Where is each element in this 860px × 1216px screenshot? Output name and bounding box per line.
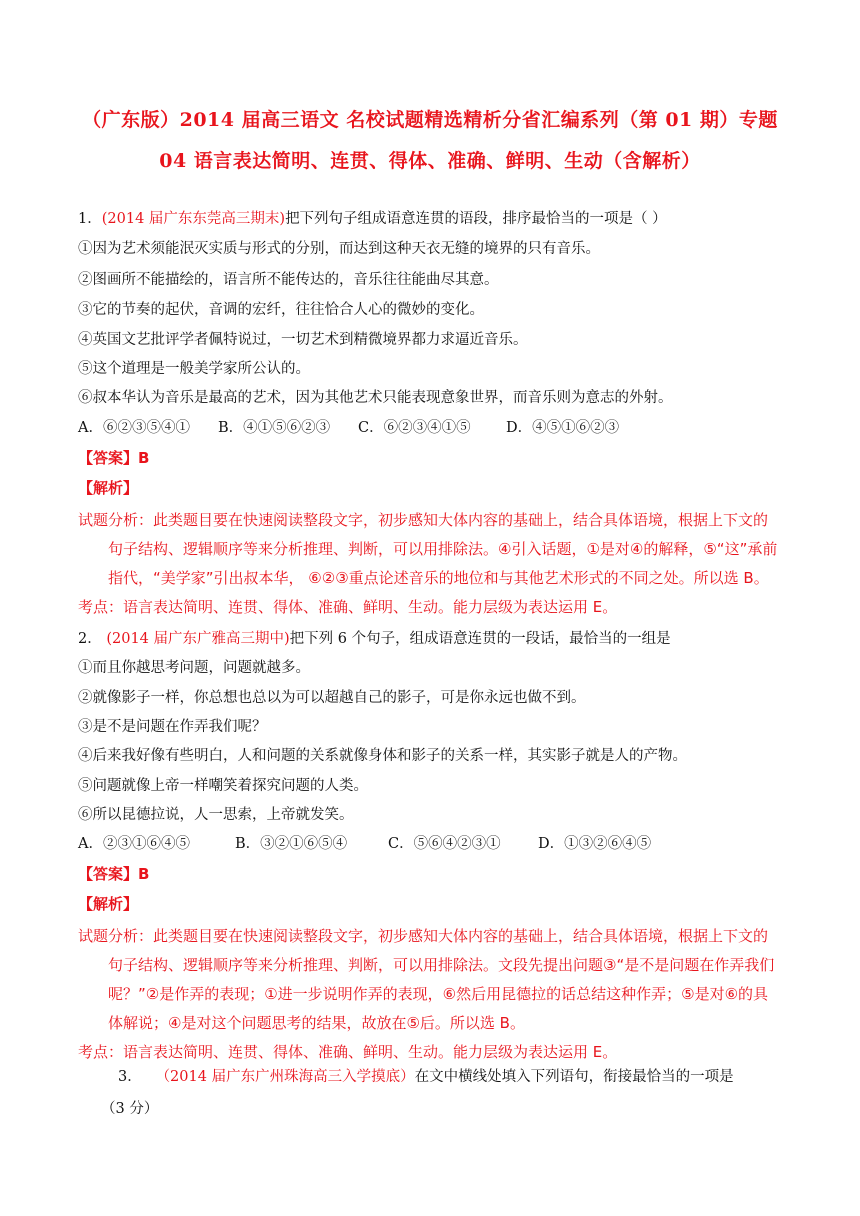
question-1-item-1: ①因为艺术须能泯灭实质与形式的分别，而达到这种天衣无缝的境界的只有音乐。 (78, 241, 600, 257)
question-2-answer: 【答案】B (78, 865, 150, 883)
question-2-item-2: ②就像影子一样，你总想也总以为可以超越自己的影子，可是你永远也做不到。 (78, 690, 586, 706)
question-number: 3． (118, 1069, 142, 1085)
option-d: D．④⑤①⑥②③ (506, 420, 620, 436)
question-3-score: （3 分） (101, 1101, 159, 1117)
option-c: C．⑤⑥④②③① (388, 836, 501, 852)
option-b: B．③②①⑥⑤④ (235, 836, 348, 852)
question-1-item-4: ④英国文艺批评学者佩特说过，一切艺术到精微境界都力求逼近音乐。 (78, 332, 528, 348)
question-1-item-3: ③它的节奏的起伏，音调的宏纤，往往恰合人心的微妙的变化。 (78, 302, 484, 318)
question-2-item-1: ①而且你越思考问题，问题就越多。 (78, 660, 310, 676)
question-1-item-2: ②图画所不能描绘的，语言所不能传达的，音乐往往能曲尽其意。 (78, 272, 499, 288)
question-source: (2014 届广东东莞高三期末) (101, 211, 286, 227)
question-2-analysis-line-2: 句子结构、逻辑顺序等来分析推理、判断，可以用排除法。文段先提出问题③“是不是问题在作弄我们 (108, 956, 775, 974)
question-1-analysis-line-2: 句子结构、逻辑顺序等来分析推理、判断，可以用排除法。④引入话题，①是对④的解释，⑤“这”承前 (108, 540, 778, 558)
question-text: 把下列句子组成语意连贯的语段，排序最恰当的一项是（ ） (285, 211, 667, 227)
question-2-item-6: ⑥所以昆德拉说，人一思索，上帝就发笑。 (78, 807, 354, 823)
option-a: A．⑥②③⑤④① (78, 420, 190, 436)
question-1-item-6: ⑥叔本华认为音乐是最高的艺术，因为其他艺术只能表现意象世界，而音乐则为意志的外射。 (78, 390, 673, 406)
option-a: A．②③①⑥④⑤ (78, 836, 190, 852)
question-2-item-4: ④后来我好像有些明白，人和问题的关系就像身体和影子的关系一样，其实影子就是人的产物。 (78, 748, 687, 764)
question-1-analysis-line-1: 试题分析：此类题目要在快速阅读整段文字，初步感知大体内容的基础上，结合具体语境，根据上下文的 (78, 511, 769, 529)
question-2-key-point: 考点：语言表达简明、连贯、得体、准确、鲜明、生动。能力层级为表达运用 E。 (78, 1043, 618, 1061)
option-c: C．⑥②③④①⑤ (358, 420, 471, 436)
question-text: 在文中横线处填入下列语句，衔接最恰当的一项是 (414, 1069, 734, 1085)
question-2-analysis-line-4: 体解说；④是对这个问题思考的结果，故放在⑤后。所以选 B。 (108, 1014, 525, 1032)
question-2-analysis-line-3: 呢？”②是作弄的表现；①进一步说明作弄的表现，⑥然后用昆德拉的话总结这种作弄；⑤是对⑥的具 (108, 985, 769, 1003)
question-number: 1． (78, 211, 102, 227)
question-2-options (78, 832, 651, 853)
document-title-line-1: （广东版）2014 届高三语文 名校试题精选精析分省汇编系列（第 01 期）专题 (82, 109, 778, 131)
question-1-analysis-label: 【解析】 (78, 479, 139, 497)
document-title-line-2: 04 语言表达简明、连贯、得体、准确、鲜明、生动（含解析） (159, 150, 701, 172)
question-1-stem (78, 207, 667, 228)
option-d: D．①③②⑥④⑤ (538, 836, 652, 852)
question-source: （2014 届广东广州珠海高三入学摸底） (155, 1069, 415, 1085)
question-2-analysis-line-1: 试题分析：此类题目要在快速阅读整段文字，初步感知大体内容的基础上，结合具体语境，根据上下文的 (78, 927, 769, 945)
question-3-stem (118, 1065, 734, 1086)
question-1-key-point: 考点：语言表达简明、连贯、得体、准确、鲜明、生动。能力层级为表达运用 E。 (78, 598, 618, 616)
question-2-item-5: ⑤问题就像上帝一样嘲笑着探究问题的人类。 (78, 778, 368, 794)
question-1-analysis-line-3: 指代，“美学家”引出叔本华， ⑥②③重点论述音乐的地位和与其他艺术形式的不同之处。所以选 B。 (108, 569, 769, 587)
question-1-item-5: ⑤这个道理是一般美学家所公认的。 (78, 361, 310, 377)
question-1-answer: 【答案】B (78, 449, 150, 467)
question-2-stem (78, 627, 671, 648)
question-source: (2014 届广东广雅高三期中) (106, 631, 290, 647)
question-text: 把下列 6 个句子，组成语意连贯的一段话，最恰当的一组是 (289, 631, 671, 647)
question-1-options (78, 416, 619, 437)
question-number: 2． (78, 631, 102, 647)
option-b: B．④①⑤⑥②③ (218, 420, 331, 436)
question-2-analysis-label: 【解析】 (78, 895, 139, 913)
question-2-item-3: ③是不是问题在作弄我们呢？ (78, 719, 267, 735)
